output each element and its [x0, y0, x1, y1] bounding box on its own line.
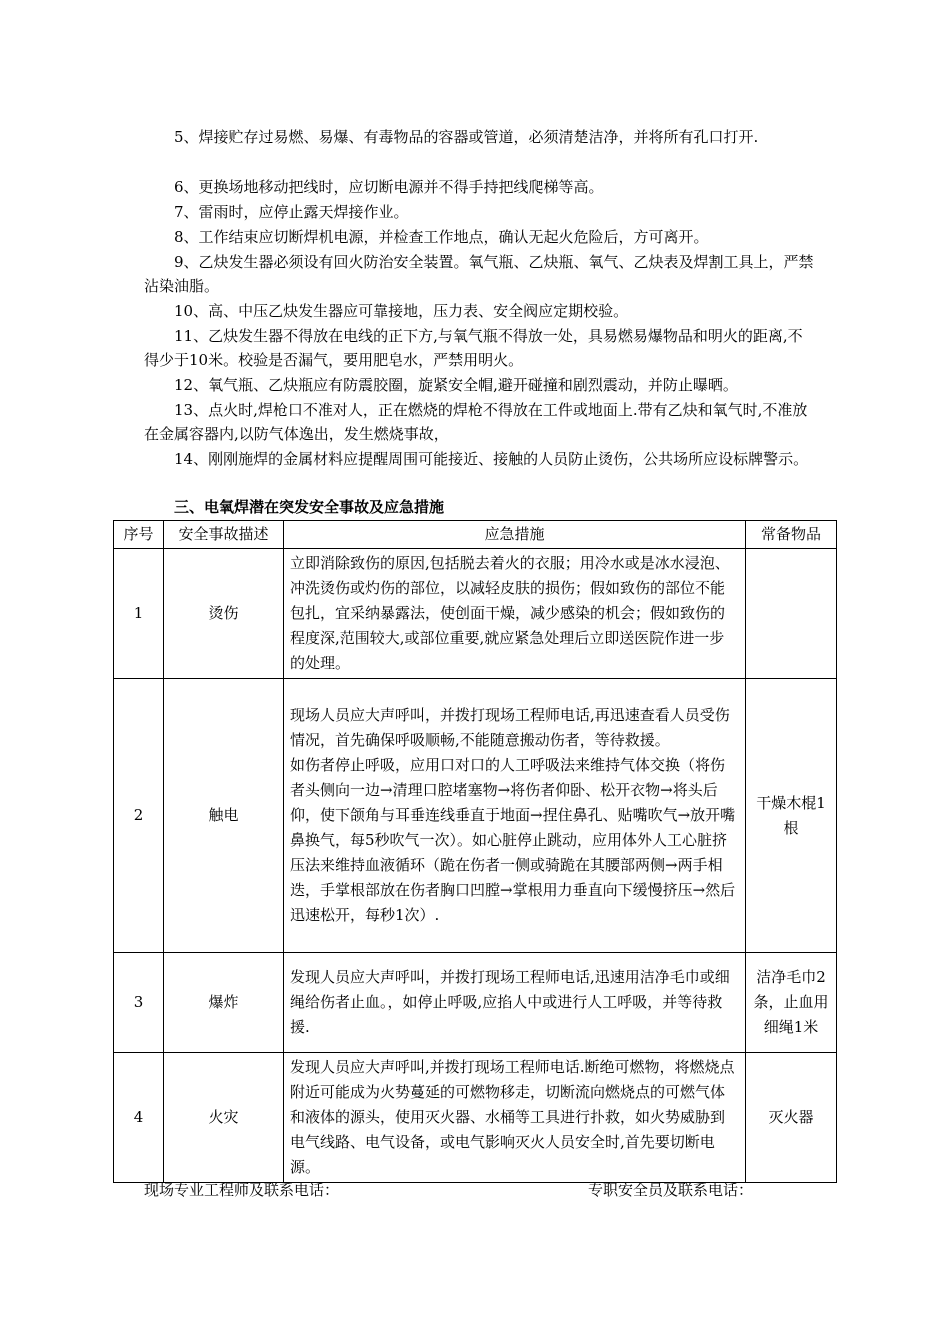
row-supplies	[746, 549, 837, 679]
row-supplies: 灭火器	[746, 1053, 837, 1183]
header-no: 序号	[114, 521, 164, 549]
rule-8: 8、工作结束应切断焊机电源，并检查工作地点，确认无起火危险后，方可离开。	[174, 228, 709, 246]
rule-6: 6、更换场地移动把线时，应切断电源并不得手持把线爬梯等高。	[174, 178, 604, 196]
rule-11: 11、乙炔发生器不得放在电线的正下方,与氧气瓶不得放一处，具易燃易爆物品和明火的距离,不得少于10米。校验是否漏气，要用肥皂水，严禁用明火。	[144, 327, 803, 369]
row-measures	[284, 953, 746, 1053]
measure-paragraph: 发现人员应大声呼叫,并拨打现场工程师电话.断绝可燃物，将燃烧点附近可能成为火势蔓延的可燃物移走，切断流向燃烧点的可燃气体和液体的源头，使用灭火器、水桶等工具进行扑救，如火势威胁到电气线路、电气设备，或电气影响灭火人员安全时,首先要切断电源。	[290, 1058, 735, 1176]
table-row	[114, 1053, 837, 1183]
table-row	[114, 953, 837, 1053]
row-measures	[284, 679, 746, 953]
row-no: 4	[114, 1053, 164, 1183]
rule-13: 13、点火时,焊枪口不准对人，正在燃烧的焊枪不得放在工件或地面上.带有乙炔和氧气时,不准放在金属容器内,以防气体逸出，发生燃烧事故，	[144, 401, 808, 443]
rule-9: 9、乙炔发生器必须设有回火防治安全装置。氧气瓶、乙炔瓶、氧气、乙炔表及焊割工具上，严禁沾染油脂。	[144, 253, 814, 295]
row-accident: 爆炸	[164, 953, 284, 1053]
measure-paragraph: 如伤者停止呼吸，应用口对口的人工呼吸法来维持气体交换（将伤者头侧向一边→清理口腔堵塞物→将伤者仰卧、松开衣物→将头后仰，使下颌角与耳垂连线垂直于地面→捏住鼻孔、贴嘴吹气→放开嘴鼻换气，每5秒吹气一次）。如心脏停止跳动，应用体外人工心脏挤压法来维持血液循环（跪在伤者一侧或骑跪在其腰部两侧→两手相迭，手掌根部放在伤者胸口凹膛→掌根用力垂直向下缓慢挤压→然后迅速松开，每秒1次）.	[290, 756, 736, 924]
measure-paragraph: 现场人员应大声呼叫，并拨打现场工程师电话,再迅速查看人员受伤情况，首先确保呼吸顺畅,不能随意搬动伤者，等待救援。	[290, 706, 730, 749]
header-supplies: 常备物品	[746, 521, 837, 549]
measure-paragraph: 立即消除致伤的原因,包括脱去着火的衣服；用冷水或是冰水浸泡、冲洗烫伤或灼伤的部位，以减轻皮肤的损伤；假如致伤的部位不能包扎，宜采纳暴露法，使创面干燥，减少感染的机会；假如致伤的程度深,范围较大,或部位重要,就应紧急处理后立即送医院作进一步的处理。	[290, 554, 730, 672]
engineer-contact-label: 现场专业工程师及联系电话：	[144, 1181, 340, 1199]
row-accident: 触电	[164, 679, 284, 953]
header-accident: 安全事故描述	[164, 521, 284, 549]
row-no: 2	[114, 679, 164, 953]
row-no: 3	[114, 953, 164, 1053]
table-header-row	[114, 521, 837, 549]
row-accident: 火灾	[164, 1053, 284, 1183]
emergency-measures-table	[113, 520, 837, 1183]
row-measures	[284, 1053, 746, 1183]
rule-14: 14、刚刚施焊的金属材料应提醒周围可能接近、接触的人员防止烫伤，公共场所应设标牌警示。	[174, 450, 809, 468]
row-supplies: 干燥木棍1根	[746, 679, 837, 953]
table-row	[114, 679, 837, 953]
row-supplies: 洁净毛巾2条，止血用细绳1米	[746, 953, 837, 1053]
rule-12: 12、氧气瓶、乙炔瓶应有防震胶圈，旋紧安全帽,避开碰撞和剧烈震动，并防止曝晒。	[174, 376, 738, 394]
section-title: 三、电氧焊潜在突发安全事故及应急措施	[174, 498, 445, 516]
row-accident: 烫伤	[164, 549, 284, 679]
measure-paragraph: 发现人员应大声呼叫，并拨打现场工程师电话,迅速用洁净毛巾或细绳给伤者止血。，如停止呼吸,应掐人中或进行人工呼吸，并等待救援.	[290, 968, 730, 1036]
safety-officer-contact-label: 专职安全员及联系电话：	[588, 1181, 754, 1199]
table-row	[114, 549, 837, 679]
rule-10: 10、高、中压乙炔发生器应可靠接地，压力表、安全阀应定期校验。	[174, 302, 629, 320]
rule-7: 7、雷雨时，应停止露天焊接作业。	[174, 203, 409, 221]
header-measures: 应急措施	[284, 521, 746, 549]
row-no: 1	[114, 549, 164, 679]
rule-5: 5、焊接贮存过易燃、易爆、有毒物品的容器或管道，必须清楚洁净，并将所有孔口打开.	[174, 128, 759, 146]
row-measures	[284, 549, 746, 679]
